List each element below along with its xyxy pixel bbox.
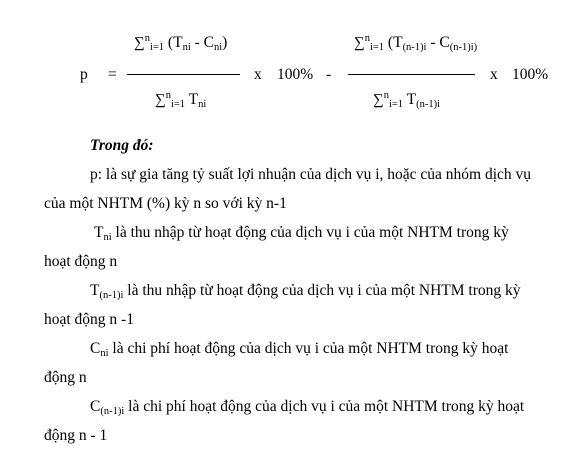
minus-sign: - [326,66,332,83]
tn1-symbol: T [90,282,100,299]
num-minus: - C [190,34,214,51]
times-sign-2: x [490,66,498,83]
legend-cni-line1 [44,334,569,363]
legend-cni-line2: động n [44,369,87,386]
legend-block [44,131,569,450]
num-c-subscript: ni [213,42,223,53]
den-t-subscript: (n-1)i [416,99,441,110]
num-close: ) [222,34,228,51]
tni-subscript: ni [103,232,112,243]
sigma-symbol: ∑ [373,92,384,108]
sigma-symbol: ∑ [354,35,365,51]
tn1-subscript: (n-1)i [99,290,124,301]
num-c-subscript: (n-1)i) [449,42,478,53]
sum-upper-limit: n [364,33,370,44]
cni-subscript: ni [100,348,109,359]
legend-cn1-line1 [44,392,569,421]
tni-text: là thu nhập từ hoạt động của dịch vụ i của một NHTM trong kỳ [111,224,509,241]
fraction-1-bar [127,74,240,75]
fraction-1-numerator [134,34,227,52]
legend-tn1-line2: hoạt động n -1 [44,311,134,328]
cni-symbol: C [90,340,101,357]
percent-100-2: 100% [512,66,549,83]
num-t-subscript: ni [182,42,191,53]
den-t: T [188,91,199,108]
fraction-1-denominator [155,91,206,109]
cn1-text: là chi phí hoạt động của dịch vụ i của một NHTM trong kỳ hoạt [124,398,525,415]
times-sign-1: x [254,66,262,83]
fraction-2-numerator [354,34,477,52]
sum-upper-limit: n [165,90,171,101]
num-open: (T [387,34,403,51]
cn1-symbol: C [90,398,101,415]
sum-upper-limit: n [144,33,150,44]
num-open: (T [167,34,183,51]
den-t-subscript: ni [198,99,207,110]
sigma-symbol: ∑ [155,92,166,108]
sum-lower-limit: i=1 [369,42,385,53]
tn1-text: là thu nhập từ hoạt động của dịch vụ i của một NHTM trong kỳ [123,282,521,299]
sum-lower-limit: i=1 [170,99,186,110]
formula-equals: = [108,66,117,83]
legend-tni-line1 [44,218,569,247]
legend-p-line1: p: là sự gia tăng tỷ suất lợi nhuận của dịch vụ i, hoặc của nhóm dịch vụ [90,166,532,183]
den-t: T [406,91,417,108]
legend-cn1-line2: động n - 1 [44,427,108,444]
fraction-2-bar [348,74,475,75]
legend-heading: Trong đó: [90,137,154,154]
formula-lhs: p [80,66,88,83]
num-minus: - C [426,34,450,51]
percent-100-1: 100% [277,66,314,83]
legend-tni-line2: hoạt động n [44,253,118,270]
sum-upper-limit: n [383,90,389,101]
cn1-subscript: (n-1)i [100,406,125,417]
fraction-2-denominator [373,91,440,109]
num-t-subscript: (n-1)i [402,42,427,53]
sigma-symbol: ∑ [134,35,145,51]
sum-lower-limit: i=1 [149,42,165,53]
legend-p-line2: của một NHTM (%) kỳ n so với kỳ n-1 [44,195,287,212]
legend-tn1-line1 [44,276,569,305]
tni-symbol: T [94,224,104,241]
cni-text: là chi phí hoạt động của dịch vụ i của một NHTM trong kỳ hoạt [108,340,509,357]
sum-lower-limit: i=1 [388,99,404,110]
